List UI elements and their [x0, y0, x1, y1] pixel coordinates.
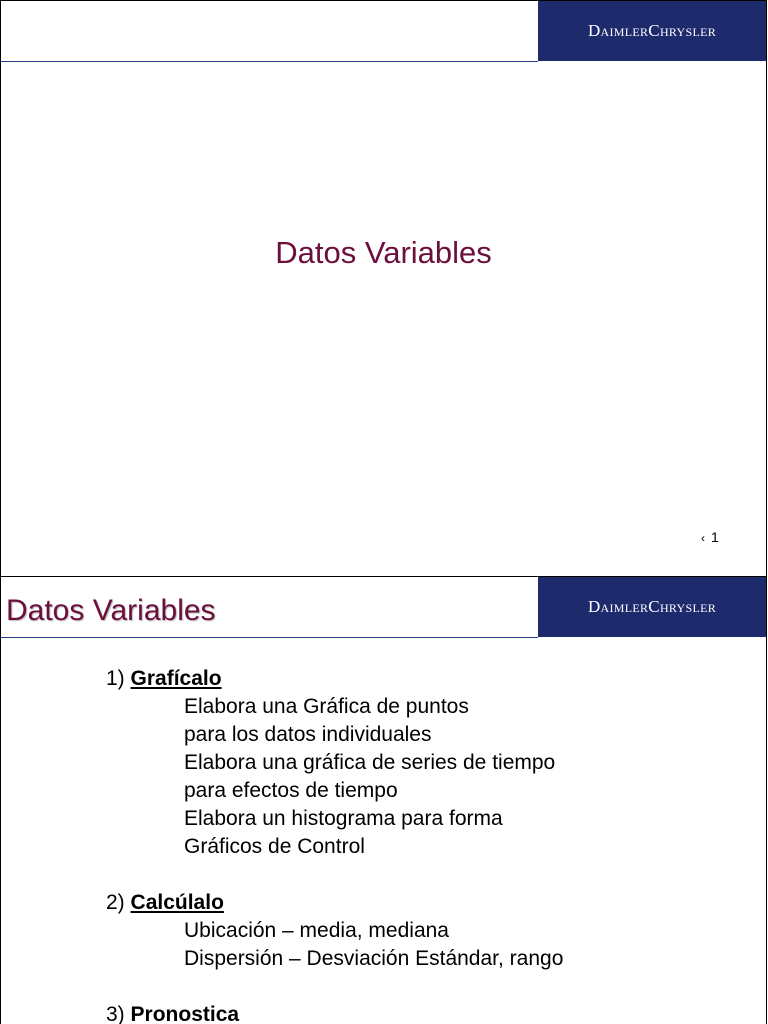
- brand-banner: [538, 1, 766, 61]
- slide-body: [106, 665, 563, 1024]
- brand-banner: [538, 577, 766, 637]
- section-label: Pronostica: [130, 1003, 240, 1024]
- section-pronostica: [106, 1001, 563, 1024]
- slide-title: Datos Variables: [6, 594, 216, 627]
- header-rule: [1, 637, 538, 638]
- section-heading: [106, 889, 563, 917]
- section-items: [106, 917, 563, 973]
- section-graficalo: [106, 665, 563, 861]
- list-item: Ubicación – media, mediana: [184, 919, 449, 942]
- section-label: Grafícalo: [130, 667, 222, 690]
- section-number: 3): [106, 1003, 125, 1024]
- section-number: 1): [106, 667, 125, 690]
- section-heading: [106, 665, 563, 693]
- cover-title: Datos Variables: [275, 235, 492, 270]
- header-rule: [1, 61, 538, 62]
- section-calculalo: [106, 889, 563, 973]
- section-heading: [106, 1001, 563, 1024]
- list-item: Dispersión – Desviación Estándar, rango: [184, 947, 564, 970]
- page-number: [701, 529, 719, 545]
- section-number: 2): [106, 891, 125, 914]
- slide-content: [0, 576, 767, 1024]
- section-label: Calcúlalo: [130, 891, 224, 914]
- page-number-value: 1: [711, 529, 719, 545]
- list-item: Gráficos de Control: [184, 835, 365, 858]
- section-items: [106, 693, 563, 861]
- list-item: para efectos de tiempo: [184, 779, 398, 802]
- list-item: Elabora una gráfica de series de tiempo: [184, 751, 556, 774]
- page-chevron-icon: ‹: [701, 531, 705, 545]
- list-item: Elabora una Gráfica de puntos: [184, 695, 469, 718]
- list-item: Elabora un histograma para forma: [184, 807, 503, 830]
- brand-logo: DaimlerChrysler: [587, 597, 717, 616]
- brand-logo: DaimlerChrysler: [587, 21, 717, 40]
- list-item: para los datos individuales: [184, 723, 432, 746]
